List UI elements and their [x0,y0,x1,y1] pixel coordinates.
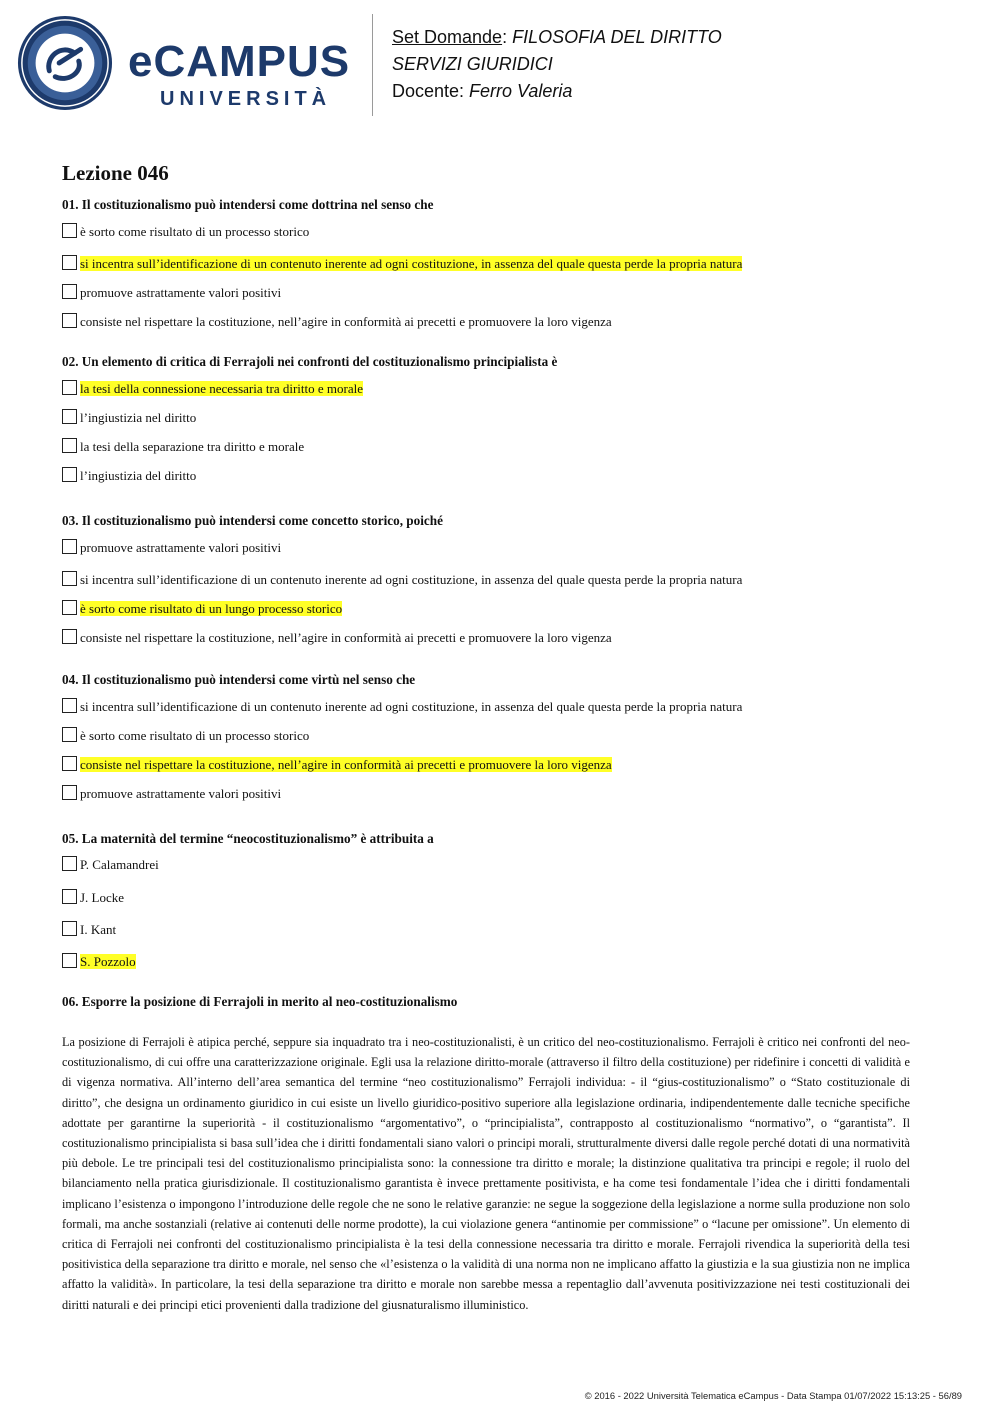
course-name: FILOSOFIA DEL DIRITTO [512,27,722,47]
option-text-highlighted: consiste nel rispettare la costituzione, nell’agire in conformità ai precetti e promuovere la loro vigenza [80,757,612,772]
checkbox[interactable] [62,629,77,644]
course-info [392,24,722,105]
brand-subtitle: UNIVERSITÀ [160,88,332,110]
answer-option[interactable] [62,283,922,303]
question-block [62,195,922,332]
answer-option[interactable] [62,920,922,940]
answer-option[interactable] [62,755,922,775]
answer-option[interactable] [62,379,922,399]
question-title: 03. Il costituzionalismo può intendersi come concetto storico, poiché [62,513,443,528]
checkbox[interactable] [62,698,77,713]
answer-option[interactable] [62,570,922,590]
option-text: è sorto come risultato di un processo storico [80,728,310,743]
lesson-title: Lezione 046 [62,161,169,185]
checkbox[interactable] [62,409,77,424]
answer-option[interactable] [62,599,922,619]
question-title: 02. Un elemento di critica di Ferrajoli nei confronti del costituzionalismo principialista è [62,354,558,369]
set-separator: : [502,27,513,47]
checkbox[interactable] [62,380,77,395]
answer-option[interactable] [62,784,922,804]
option-text: promuove astrattamente valori positivi [80,786,282,801]
checkbox[interactable] [62,889,77,904]
option-text: si incentra sull’identificazione di un contenuto inerente ad ogni costituzione, in assenza del quale questa perde la propria natura [80,572,743,587]
ecampus-logo-icon [16,14,114,112]
checkbox[interactable] [62,571,77,586]
question-block [62,992,922,1012]
question-title: 05. La maternità del termine “neocostituzionalismo” è attribuita a [62,831,434,846]
question-block [62,670,922,804]
question-title: 01. Il costituzionalismo può intendersi come dottrina nel senso che [62,197,434,212]
answer-option[interactable] [62,697,922,717]
answer-option[interactable] [62,952,922,972]
open-answer-text: La posizione di Ferrajoli è atipica perché, seppure sia inquadrato tra i neo-costituzionalisti, è un critico del neo-costituzionalismo. Ferrajoli è critico nei confronti del neo-costituzionalismo, di cui offre una caratterizzazione originale. Egli usa la relazione diritto-morale (attraverso il filtro della costituzione) per ridefinire i concetti di validità e di vigenza normativa. All’interno dell’area semantica del termine “neo costituzionalismo” Ferrajoli individua: - il “gius-costituzionalismo” o “Stato costituzionale di diritto”, che designa un ordinamento giuridico in cui esiste un livello giuridico-positivo superiore alla legislazione ordinaria, indipendentemente dalle tecniche specifiche adottate per garantirne la superiorità - il costituzionalismo “argomentativo”, o “principialista”, contrapposto al costituzionalismo “normativo”, o “garantista”. Il costituzionalismo principialista si basa sull’idea che i diritti fondamentali siano valori o principi morali, strutturalmente diversi dalle regole perché dotati di una normatività più debole. Le tre principali tesi del costituzionalismo principialista sono: la connessione tra diritto e morale; la distinzione qualitativa tra principi e regole; il ruolo del bilanciamento nella pratica giurisdizionale. Il costituzionalismo garantista è invece prettamente positivista, e ha come tesi fondamentale l’idea che i diritti fondamentali implicano l’esistenza o impongono l’introduzione delle regole che ne sono le relative garanzie: ne segue la soggezione della legislazione a norme sulla produzione non solo formali, ma anche sostanziali (relative ai contenuti delle norme prodotte), la cui violazione genera “antinomie per commissione” o “lacune per omissione”. Un elemento di critica di Ferrajoli nei confronti del costituzionalismo principialista è la tesi della connessione necessaria tra diritto e morale. Ferrajoli rivendica la superiorità della tesi positivistica della separazione tra diritto e morale, nel senso che «l’esistenza o la validità di una norma non ne implicano affatto la giustizia e la sua giustizia non ne implica affatto la validità». In particolare, la tesi della separazione tra diritto e morale non sarebbe messa a repentaglio dall’avvenuta positivizzazione nei testi costituzionali dei diritti naturali e dei principi etici provenienti dalla tradizione del giusnaturalismo illuministico. [62,1035,910,1312]
answer-option[interactable] [62,408,922,428]
answer-option[interactable] [62,888,922,908]
set-label: Set Domande [392,27,503,47]
option-text: promuove astrattamente valori positivi [80,540,282,555]
option-text-highlighted: la tesi della connessione necessaria tra diritto e morale [80,381,363,396]
checkbox[interactable] [62,255,77,270]
option-text: la tesi della separazione tra diritto e morale [80,439,305,454]
checkbox[interactable] [62,539,77,554]
program-line [392,51,722,78]
checkbox[interactable] [62,438,77,453]
checkbox[interactable] [62,284,77,299]
checkbox[interactable] [62,467,77,482]
checkbox[interactable] [62,856,77,871]
page-header [0,0,1000,130]
brand-wordmark: eCAMPUS [128,37,351,86]
teacher-name: Ferro Valeria [469,81,573,101]
answer-option[interactable] [62,726,922,746]
question-title: 06. Esporre la posizione di Ferrajoli in merito al neo-costituzionalismo [62,994,458,1009]
option-text: si incentra sull’identificazione di un contenuto inerente ad ogni costituzione, in assenza del quale questa perde la propria natura [80,699,743,714]
option-text: l’ingiustizia nel diritto [80,410,197,425]
answer-option[interactable] [62,312,922,332]
option-text-highlighted: è sorto come risultato di un lungo processo storico [80,601,343,616]
page-footer: © 2016 - 2022 Università Telematica eCampus - Data Stampa 01/07/2022 15:13:25 - 56/89 [584,1390,962,1401]
checkbox[interactable] [62,600,77,615]
option-text: l’ingiustizia del diritto [80,468,197,483]
checkbox[interactable] [62,313,77,328]
answer-option[interactable] [62,628,922,648]
checkbox[interactable] [62,921,77,936]
option-text: è sorto come risultato di un processo storico [80,224,310,239]
answer-option[interactable] [62,466,922,486]
teacher-label: Docente: [392,81,470,101]
answer-option[interactable] [62,222,922,242]
question-title: 04. Il costituzionalismo può intendersi come virtù nel senso che [62,672,416,687]
option-text: promuove astrattamente valori positivi [80,285,282,300]
option-text: I. Kant [80,922,117,937]
header-divider [372,14,373,116]
answer-option[interactable] [62,254,922,274]
option-text: consiste nel rispettare la costituzione, nell’agire in conformità ai precetti e promuovere la loro vigenza [80,630,612,645]
teacher-line [392,78,722,105]
option-text-highlighted: si incentra sull’identificazione di un contenuto inerente ad ogni costituzione, in assenza del quale questa perde la propria natura [80,256,743,271]
checkbox[interactable] [62,727,77,742]
question-block [62,511,922,648]
program-name: SERVIZI GIURIDICI [392,54,553,74]
answer-option[interactable] [62,437,922,457]
checkbox[interactable] [62,785,77,800]
course-line [392,24,722,51]
question-block [62,352,922,486]
option-text: J. Locke [80,890,125,905]
checkbox[interactable] [62,953,77,968]
option-text-highlighted: S. Pozzolo [80,954,136,969]
option-text: consiste nel rispettare la costituzione, nell’agire in conformità ai precetti e promuovere la loro vigenza [80,314,612,329]
question-block [62,829,922,972]
checkbox[interactable] [62,223,77,238]
answer-option[interactable] [62,538,922,558]
answer-option[interactable] [62,855,922,875]
checkbox[interactable] [62,756,77,771]
option-text: P. Calamandrei [80,857,159,872]
